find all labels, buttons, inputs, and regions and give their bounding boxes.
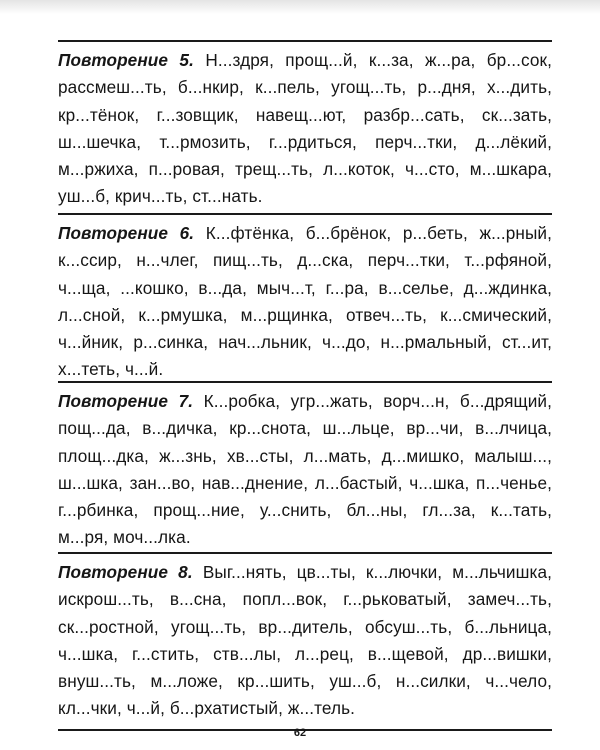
section-text: Н...здря, прощ...й, к...за, ж...ра, бр...сок, — [205, 50, 552, 70]
section-line: м...ря, моч...лка. — [58, 527, 191, 548]
section-text: К...фтёнка, б...брёнок, р...беть, ж...рный, — [205, 223, 552, 243]
section-line: уш...б, крич...ть, ст...нать. — [58, 186, 263, 207]
section-heading: Повторение 8. — [58, 562, 193, 582]
section-line: кр...тёнок, г...зовщик, навещ...ют, разбр...сать, ск...зать, — [58, 104, 552, 125]
section-line: кл...чки, ч...й, б...рхатистый, ж...тель. — [58, 698, 356, 719]
section-text: К...робка, угр...жать, ворч...н, б...дрящий, — [203, 391, 552, 411]
section-line: рассмеш...ть, б...нкир, к...пель, угощ...ть, р...дня, х...дить, — [58, 77, 552, 98]
section-line: ч...шка, г...стить, ств...лы, л...рец, в...щевой, др...вишки, — [58, 643, 552, 664]
section-line: ш...шка, зан...во, нав...днение, л...бастый, ч...шка, п...ченье, — [58, 472, 552, 493]
section-heading: Повторение 6. — [58, 223, 195, 243]
top-edge-shade — [0, 0, 600, 14]
section-line: х...теть, ч...й. — [58, 359, 164, 380]
section-line: внуш...ть, м...ложе, кр...шить, уш...б, н...силки, ч...чело, — [58, 671, 552, 692]
section-line: к...ссир, н...члег, пищ...ть, д...ска, перч...тки, т...рфяной, — [58, 250, 552, 271]
section-line: искрош...ть, в...сна, попл...вок, г...рьковатый, замеч...ть, — [58, 589, 552, 610]
section-heading: Повторение 5. — [58, 50, 194, 70]
section-line: пощ...да, в...дичка, кр...снота, ш...льце, вр...чи, в...лчица, — [58, 418, 552, 439]
section-line: ч...ща, ...кошко, в...да, мыч...т, г...ра, в...селье, д...ждинка, — [58, 277, 552, 298]
section-line: ш...шечка, т...рмозить, г...рдиться, перч...тки, д...лёкий, — [58, 131, 552, 152]
section-line: м...ржиха, п...ровая, трещ...ть, л...коток, ч...сто, м...шкара, — [58, 159, 552, 180]
section-line — [58, 388, 552, 415]
exercise-section-8 — [58, 552, 552, 731]
section-line: ск...ростной, угощ...ть, вр...дитель, обсуш...ть, б...льница, — [58, 616, 552, 637]
section-heading: Повторение 7. — [58, 391, 194, 411]
section-line — [58, 220, 552, 247]
section-line — [58, 559, 552, 586]
section-line: г...рбинка, прощ...ние, у...снить, бл...ны, гл...за, к...тать, — [58, 500, 552, 521]
section-line — [58, 47, 552, 74]
section-line: ч...йник, р...синка, нач...льник, ч...до, н...рмальный, ст...ит, — [58, 332, 552, 353]
exercise-section-6 — [58, 213, 552, 384]
exercise-section-5 — [58, 40, 552, 211]
exercise-section-7 — [58, 381, 552, 552]
section-text: Выг...нять, цв...ты, к...лючки, м...льчишка, — [202, 562, 552, 582]
section-line: л...сной, к...рмушка, м...рщинка, отвеч...ть, к...смический, — [58, 304, 552, 325]
page-number: 62 — [293, 727, 307, 739]
section-line: площ...дка, ж...знь, хв...сты, л...мать, д...мишко, малыш..., — [58, 445, 552, 466]
